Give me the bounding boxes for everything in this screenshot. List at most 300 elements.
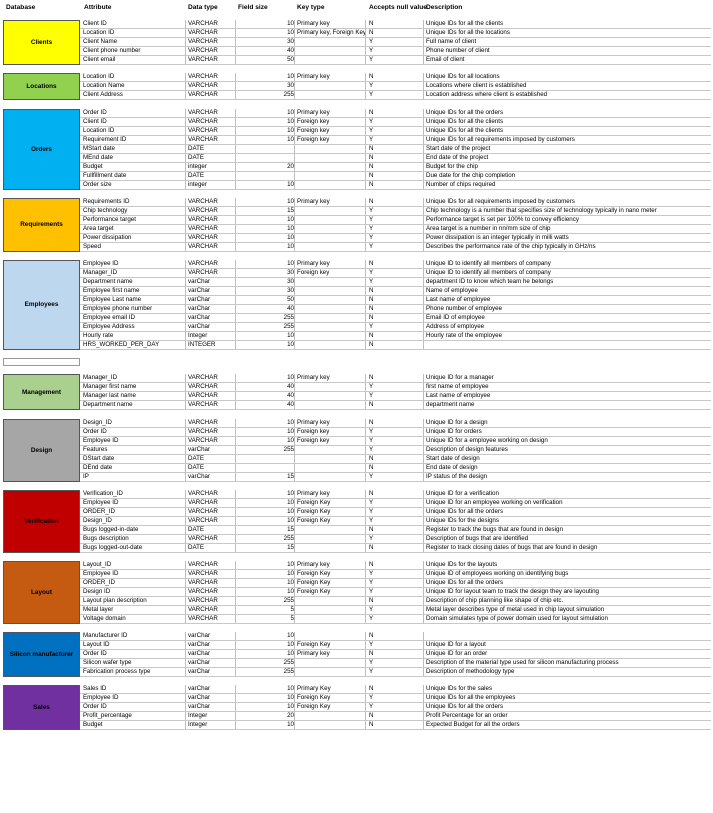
column-divider xyxy=(235,597,236,605)
column-divider xyxy=(423,473,424,481)
attribute-cell: IP xyxy=(83,472,89,480)
field-size-cell: 30 xyxy=(287,286,294,294)
group-spacer xyxy=(3,624,711,632)
description-cell: Unique ID for a design xyxy=(426,418,488,426)
null-value-cell: Y xyxy=(369,694,374,702)
column-divider xyxy=(365,296,366,304)
table-row xyxy=(80,579,711,588)
null-value-cell: Y xyxy=(369,47,374,55)
field-size-cell: 10 xyxy=(287,650,294,658)
attribute-cell: Employee ID xyxy=(83,259,119,267)
table-row xyxy=(80,341,711,350)
data-type-cell: VARCHAR xyxy=(188,374,218,382)
column-divider xyxy=(423,428,424,436)
column-divider xyxy=(185,615,186,623)
description-cell: Start date of the project xyxy=(426,144,491,152)
column-divider xyxy=(423,544,424,552)
table-row xyxy=(80,109,711,118)
table-row xyxy=(80,455,711,464)
column-divider xyxy=(423,703,424,711)
column-divider xyxy=(365,269,366,277)
column-divider xyxy=(185,73,186,81)
data-type-cell: DATE xyxy=(188,144,205,152)
column-divider xyxy=(185,181,186,189)
column-divider xyxy=(423,632,424,640)
field-size-cell: 255 xyxy=(283,534,294,542)
table-row xyxy=(80,136,711,145)
null-value-cell: N xyxy=(369,295,374,303)
key-type-cell: Foreign key xyxy=(297,117,330,125)
field-size-cell: 40 xyxy=(287,304,294,312)
column-divider xyxy=(365,163,366,171)
field-size-cell: 10 xyxy=(287,418,294,426)
field-size-cell: 10 xyxy=(287,578,294,586)
column-divider xyxy=(423,446,424,454)
column-divider xyxy=(235,216,236,224)
description-cell: Phone number of client xyxy=(426,47,490,55)
field-size-cell: 10 xyxy=(287,20,294,28)
header-data-type: Data type xyxy=(188,4,218,11)
attribute-cell: Design_ID xyxy=(83,516,112,524)
description-cell: Unique ID for layout team to track the design they are layouting xyxy=(426,587,600,595)
column-divider xyxy=(235,82,236,90)
column-divider xyxy=(294,490,295,498)
key-type-cell: Primary key xyxy=(297,418,330,426)
column-divider xyxy=(365,207,366,215)
column-divider xyxy=(294,455,295,463)
data-type-cell: VARCHAR xyxy=(188,224,218,232)
column-divider xyxy=(185,641,186,649)
field-size-cell: 10 xyxy=(287,374,294,382)
column-divider xyxy=(235,694,236,702)
column-divider xyxy=(423,154,424,162)
attribute-cell: Client Name xyxy=(83,38,118,46)
column-divider xyxy=(235,615,236,623)
key-type-cell: Foreign key xyxy=(297,268,330,276)
description-cell: Expected Budget for all the orders xyxy=(426,721,520,729)
column-divider xyxy=(365,473,366,481)
null-value-cell: N xyxy=(369,596,374,604)
attribute-cell: Order ID xyxy=(83,427,107,435)
column-divider xyxy=(365,499,366,507)
key-type-cell: Primary key xyxy=(297,489,330,497)
field-size-cell: 30 xyxy=(287,268,294,276)
column-divider xyxy=(294,332,295,340)
null-value-cell: Y xyxy=(369,472,374,480)
attribute-cell: DEnd date xyxy=(83,463,113,471)
table-row xyxy=(80,216,711,225)
null-value-cell: Y xyxy=(369,392,374,400)
null-value-cell: Y xyxy=(369,277,374,285)
column-divider xyxy=(185,47,186,55)
attribute-cell: Employee Last name xyxy=(83,295,142,303)
column-divider xyxy=(294,269,295,277)
field-size-cell: 15 xyxy=(287,543,294,551)
column-divider xyxy=(294,91,295,99)
table-body xyxy=(3,12,711,730)
field-size-cell: 10 xyxy=(287,340,294,348)
column-divider xyxy=(365,198,366,206)
null-value-cell: N xyxy=(369,560,374,568)
column-divider xyxy=(365,615,366,623)
table-group-silicon-manufacturer xyxy=(3,632,711,677)
attribute-cell: Bugs logged-in-date xyxy=(83,525,139,533)
column-divider xyxy=(185,685,186,693)
column-divider xyxy=(294,56,295,64)
table-row xyxy=(80,526,711,535)
column-divider xyxy=(365,526,366,534)
null-value-cell: Y xyxy=(369,268,374,276)
key-type-cell: Foreign Key xyxy=(297,569,331,577)
column-divider xyxy=(235,632,236,640)
description-cell: Unique IDs for all the orders xyxy=(426,578,504,586)
field-size-cell: 40 xyxy=(287,47,294,55)
key-type-cell: Foreign Key xyxy=(297,516,331,524)
group-spacer xyxy=(3,190,711,198)
attribute-cell: Budget xyxy=(83,162,103,170)
data-type-cell: VARCHAR xyxy=(188,126,218,134)
table-row xyxy=(80,659,711,668)
description-cell: Full name of client xyxy=(426,38,477,46)
header-description: Description xyxy=(426,4,463,11)
column-divider xyxy=(185,109,186,117)
column-divider xyxy=(235,455,236,463)
column-divider xyxy=(294,632,295,640)
column-divider xyxy=(185,234,186,242)
column-divider xyxy=(185,20,186,28)
data-type-cell: Integer xyxy=(188,712,208,720)
column-divider xyxy=(235,323,236,331)
column-divider xyxy=(294,588,295,596)
column-divider xyxy=(423,685,424,693)
column-divider xyxy=(423,29,424,37)
column-divider xyxy=(365,127,366,135)
table-row xyxy=(80,632,711,641)
table-row xyxy=(80,47,711,56)
column-divider xyxy=(235,685,236,693)
table-group-employees xyxy=(3,260,711,350)
field-size-cell: 10 xyxy=(287,73,294,81)
null-value-cell: Y xyxy=(369,605,374,613)
column-divider xyxy=(365,641,366,649)
field-size-cell: 10 xyxy=(287,242,294,250)
column-divider xyxy=(235,446,236,454)
column-divider xyxy=(185,544,186,552)
group-rows xyxy=(80,561,711,624)
data-type-cell: varChar xyxy=(188,286,211,294)
column-divider xyxy=(365,455,366,463)
column-divider xyxy=(423,163,424,171)
null-value-cell: N xyxy=(369,162,374,170)
attribute-cell: Bugs logged-out-date xyxy=(83,543,143,551)
key-type-cell: Foreign key xyxy=(297,427,330,435)
table-row xyxy=(80,712,711,721)
attribute-cell: Layout ID xyxy=(83,641,110,649)
field-size-cell: 10 xyxy=(287,694,294,702)
column-divider xyxy=(235,243,236,251)
description-cell: Phone number of employee xyxy=(426,304,503,312)
description-cell: Describes the performance rate of the chip typically in GHz/ns xyxy=(426,242,596,250)
table-row xyxy=(80,323,711,332)
column-divider xyxy=(423,109,424,117)
column-divider xyxy=(235,401,236,409)
column-divider xyxy=(235,374,236,382)
column-divider xyxy=(423,526,424,534)
column-divider xyxy=(365,597,366,605)
field-size-cell: 15 xyxy=(287,525,294,533)
column-divider xyxy=(185,392,186,400)
data-type-cell: VARCHAR xyxy=(188,560,218,568)
description-cell: Unique ID to identify all members of company xyxy=(426,259,551,267)
column-divider xyxy=(185,668,186,676)
column-divider xyxy=(365,383,366,391)
column-divider xyxy=(365,685,366,693)
null-value-cell: N xyxy=(369,153,374,161)
column-divider xyxy=(235,198,236,206)
column-divider xyxy=(423,588,424,596)
attribute-cell: Requirements ID xyxy=(83,197,130,205)
null-value-cell: N xyxy=(369,313,374,321)
group-name-cell: Management xyxy=(3,374,80,410)
column-divider xyxy=(294,234,295,242)
column-divider xyxy=(235,56,236,64)
null-value-cell: N xyxy=(369,144,374,152)
null-value-cell: N xyxy=(369,463,374,471)
null-value-cell: N xyxy=(369,685,374,693)
column-divider xyxy=(294,305,295,313)
column-divider xyxy=(185,163,186,171)
column-divider xyxy=(294,668,295,676)
data-type-cell: VARCHAR xyxy=(188,392,218,400)
column-divider xyxy=(365,721,366,729)
null-value-cell: Y xyxy=(369,38,374,46)
attribute-cell: Location ID xyxy=(83,126,115,134)
field-size-cell: 40 xyxy=(287,392,294,400)
column-divider xyxy=(235,544,236,552)
column-divider xyxy=(423,383,424,391)
column-divider xyxy=(235,145,236,153)
key-type-cell: Foreign Key xyxy=(297,641,331,649)
attribute-cell: Department name xyxy=(83,401,133,409)
null-value-cell: N xyxy=(369,712,374,720)
column-divider xyxy=(294,136,295,144)
null-value-cell: N xyxy=(369,721,374,729)
field-size-cell: 30 xyxy=(287,82,294,90)
attribute-cell: Employee ID xyxy=(83,694,119,702)
data-type-cell: VARCHAR xyxy=(188,56,218,64)
table-row xyxy=(80,269,711,278)
field-size-cell: 10 xyxy=(287,108,294,116)
group-rows xyxy=(80,109,711,190)
column-divider xyxy=(185,332,186,340)
table-row xyxy=(80,73,711,82)
field-size-cell: 10 xyxy=(287,516,294,524)
data-type-cell: VARCHAR xyxy=(188,215,218,223)
column-divider xyxy=(185,216,186,224)
column-divider xyxy=(185,154,186,162)
column-divider xyxy=(185,296,186,304)
column-divider xyxy=(185,341,186,349)
table-row xyxy=(80,606,711,615)
key-type-cell: Foreign key xyxy=(297,135,330,143)
field-size-cell: 10 xyxy=(287,224,294,232)
header-key-type: Key type xyxy=(297,4,325,11)
column-divider xyxy=(365,323,366,331)
column-divider xyxy=(423,401,424,409)
column-divider xyxy=(235,305,236,313)
column-divider xyxy=(294,260,295,268)
group-rows xyxy=(80,632,711,677)
column-divider xyxy=(423,437,424,445)
table-row xyxy=(80,198,711,207)
column-divider xyxy=(294,243,295,251)
field-size-cell: 255 xyxy=(283,313,294,321)
column-divider xyxy=(185,650,186,658)
column-divider xyxy=(235,712,236,720)
data-type-cell: VARCHAR xyxy=(188,596,218,604)
column-divider xyxy=(365,118,366,126)
column-divider xyxy=(365,20,366,28)
column-divider xyxy=(294,172,295,180)
column-divider xyxy=(185,588,186,596)
data-dictionary-sheet xyxy=(3,3,711,730)
data-type-cell: VARCHAR xyxy=(188,418,218,426)
column-divider xyxy=(185,517,186,525)
column-divider xyxy=(185,535,186,543)
column-divider xyxy=(185,136,186,144)
data-type-cell: VARCHAR xyxy=(188,20,218,28)
column-divider xyxy=(235,464,236,472)
table-row xyxy=(80,332,711,341)
table-row xyxy=(80,278,711,287)
column-divider xyxy=(235,473,236,481)
null-value-cell: N xyxy=(369,180,374,188)
table-row xyxy=(80,56,711,65)
column-divider xyxy=(365,82,366,90)
column-divider xyxy=(365,650,366,658)
field-size-cell: 10 xyxy=(287,117,294,125)
group-spacer xyxy=(3,366,711,374)
empty-cell xyxy=(3,358,80,366)
key-type-cell: Foreign Key xyxy=(297,703,331,711)
column-divider xyxy=(235,659,236,667)
column-divider xyxy=(235,163,236,171)
field-size-cell: 10 xyxy=(287,259,294,267)
attribute-cell: Power dissipation xyxy=(83,233,132,241)
null-value-cell: Y xyxy=(369,224,374,232)
data-type-cell: varChar xyxy=(188,322,211,330)
column-divider xyxy=(423,243,424,251)
column-divider xyxy=(235,207,236,215)
column-divider xyxy=(185,473,186,481)
description-cell: Unique IDs for all the employees xyxy=(426,694,516,702)
attribute-cell: Design_ID xyxy=(83,418,112,426)
column-divider xyxy=(365,428,366,436)
attribute-cell: Order ID xyxy=(83,703,107,711)
column-divider xyxy=(423,712,424,720)
group-name-cell: Orders xyxy=(3,109,80,190)
key-type-cell: Foreign Key xyxy=(297,578,331,586)
field-size-cell: 10 xyxy=(287,233,294,241)
column-divider xyxy=(235,570,236,578)
column-divider xyxy=(235,437,236,445)
table-row xyxy=(80,668,711,677)
column-divider xyxy=(365,260,366,268)
description-cell: Name of employee xyxy=(426,286,478,294)
column-divider xyxy=(235,419,236,427)
description-cell: Last name of employee xyxy=(426,392,491,400)
column-divider xyxy=(235,109,236,117)
column-divider xyxy=(365,216,366,224)
column-divider xyxy=(423,145,424,153)
attribute-cell: Employee ID xyxy=(83,498,119,506)
group-rows xyxy=(80,685,711,730)
null-value-cell: Y xyxy=(369,215,374,223)
field-size-cell: 10 xyxy=(287,427,294,435)
column-divider xyxy=(365,632,366,640)
column-divider xyxy=(294,225,295,233)
description-cell: Unique IDs for the layouts xyxy=(426,560,498,568)
column-divider xyxy=(185,721,186,729)
null-value-cell: Y xyxy=(369,659,374,667)
column-divider xyxy=(423,296,424,304)
column-divider xyxy=(365,305,366,313)
field-size-cell: 255 xyxy=(283,596,294,604)
table-row xyxy=(80,29,711,38)
column-divider xyxy=(423,287,424,295)
key-type-cell: Foreign key xyxy=(297,436,330,444)
column-divider xyxy=(365,419,366,427)
null-value-cell: Y xyxy=(369,516,374,524)
description-cell: Domain simulates type of power domain used for layout simulation xyxy=(426,614,608,622)
table-row xyxy=(80,721,711,730)
data-type-cell: Integer xyxy=(188,331,208,339)
column-divider xyxy=(423,517,424,525)
column-divider xyxy=(423,641,424,649)
description-cell: Unique ID for a layout xyxy=(426,641,486,649)
column-divider xyxy=(365,446,366,454)
null-value-cell: Y xyxy=(369,436,374,444)
attribute-cell: Employee email ID xyxy=(83,313,135,321)
column-divider xyxy=(365,278,366,286)
column-divider xyxy=(235,508,236,516)
column-divider xyxy=(185,383,186,391)
key-type-cell: Primary Key xyxy=(297,685,331,693)
field-size-cell: 15 xyxy=(287,472,294,480)
column-divider xyxy=(235,154,236,162)
column-divider xyxy=(365,668,366,676)
column-divider xyxy=(423,659,424,667)
data-type-cell: Integer xyxy=(188,721,208,729)
data-type-cell: VARCHAR xyxy=(188,197,218,205)
data-type-cell: VARCHAR xyxy=(188,614,218,622)
null-value-cell: N xyxy=(369,454,374,462)
column-divider xyxy=(423,38,424,46)
column-divider xyxy=(185,260,186,268)
null-value-cell: Y xyxy=(369,91,374,99)
table-group-orders xyxy=(3,109,711,190)
column-divider xyxy=(235,428,236,436)
field-size-cell: 10 xyxy=(287,436,294,444)
column-divider xyxy=(365,659,366,667)
column-divider xyxy=(423,269,424,277)
column-divider xyxy=(294,428,295,436)
column-divider xyxy=(294,544,295,552)
attribute-cell: Location Name xyxy=(83,82,125,90)
table-group-management xyxy=(3,374,711,410)
attribute-cell: MEnd date xyxy=(83,153,113,161)
description-cell: Email ID of employee xyxy=(426,313,485,321)
